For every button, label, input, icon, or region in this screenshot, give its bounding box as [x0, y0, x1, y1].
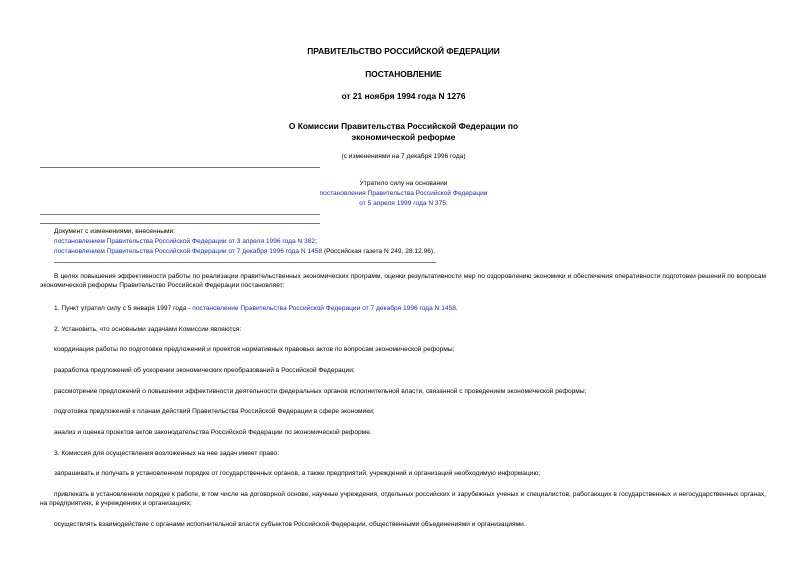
amendments-intro: Документ с изменениями, внесенными: [54, 228, 176, 235]
clause-3-item: запрашивать и получать в установленном порядке от государственных органов, а также предприятий, учреждений и организаций необходимую информацию; [54, 470, 541, 477]
divider [40, 223, 320, 224]
amendment-item [54, 248, 435, 257]
amendment-link-2[interactable]: постановлением Правительства Российской Федерации от 7 декабря 1996 года N 1458 [54, 248, 323, 255]
divider [40, 167, 320, 168]
repeal-note: Утратило силу на основании [359, 180, 448, 187]
divider [40, 214, 320, 215]
repeal-link-1[interactable]: постановления Правительства Российской Федерации [319, 190, 488, 197]
divider [54, 262, 436, 263]
clause-2-item: подготовка предложений к планам действий Правительства Российской Федерации в сфере экономики; [54, 408, 375, 415]
title-line-2: экономической реформе [351, 131, 456, 142]
clause-2-item: рассмотрение предложений о повышении эффективности деятельности федеральных органов исполнительной власти, связанной с проведением экономической реформы; [54, 388, 587, 395]
document-type: ПОСТАНОВЛЕНИЕ [365, 69, 442, 79]
amendment-suffix-2: (Российская газета N 249, 28.12.96). [322, 248, 435, 255]
clause-2-item: разработка предложений об ускорении экономических преобразований в Российской Федерации; [54, 367, 355, 374]
clause-1-text: 1. Пункт утратил силу с 5 января 1997 года - [54, 305, 193, 312]
amendment-link-1[interactable]: постановлением Правительства Российской Федерации от 3 апреля 1996 года N 382 [54, 238, 316, 245]
amendment-item [54, 238, 317, 247]
clause-1-suffix: . [455, 305, 458, 312]
document-date: от 21 ноября 1994 года N 1276 [341, 91, 466, 101]
clause-2-item: анализ и оценка проектов актов законодательства Российской Федерации по экономической реформе. [54, 429, 372, 436]
title-line-1: О Комиссии Правительства Российской Федерации по [288, 121, 519, 131]
repeal-date [0, 200, 807, 209]
clause-3-item: осуществлять взаимодействие с органами исполнительной власти субъектов Российской Федерации, общественными объединениями и организациями. [54, 521, 526, 528]
clause-2-item: координация работы по подготовке предложений и проектов нормативных правовых актов по вопросам экономической реформы; [54, 346, 455, 353]
document-title [0, 121, 807, 142]
repeal-link-suffix: . [445, 200, 448, 207]
clause-3: 3. Комиссия для осуществления возложенных на нее задач имеет право: [54, 450, 280, 457]
repeal-link-2[interactable]: от 5 апреля 1999 года N 375 [359, 200, 446, 207]
clause-1 [40, 305, 766, 314]
clause-3-item: привлекать в установленном порядке к работе, в том числе на договорной основе, научные учреждения, отдельных российских и зарубежных ученых и специалистов, работающих в государственных и негосударственных органах, на предприятиях, в учреждениях и организациях; [40, 491, 766, 507]
preamble-paragraph: В целях повышения эффективности работы по реализации правительственных экономических программ, оценки результативности мер по оздоровлению экономики и обеспечения оперативности подготовки решений по вопросам экономической реформы Правительство Российской Федерации постановляет: [40, 273, 766, 289]
changes-note: (с изменениями на 7 декабря 1996 года) [341, 153, 466, 160]
repeal-source [0, 190, 807, 199]
clause-2: 2. Установить, что основными задачами Комиссии являются: [54, 326, 242, 333]
amendment-suffix-1: ; [315, 238, 317, 245]
clause-1-link[interactable]: постановление Правительства Российской Федерации от 7 декабря 1996 года N 1458 [192, 305, 456, 312]
government-heading: ПРАВИТЕЛЬСТВО РОССИЙСКОЙ ФЕДЕРАЦИИ [307, 46, 500, 56]
